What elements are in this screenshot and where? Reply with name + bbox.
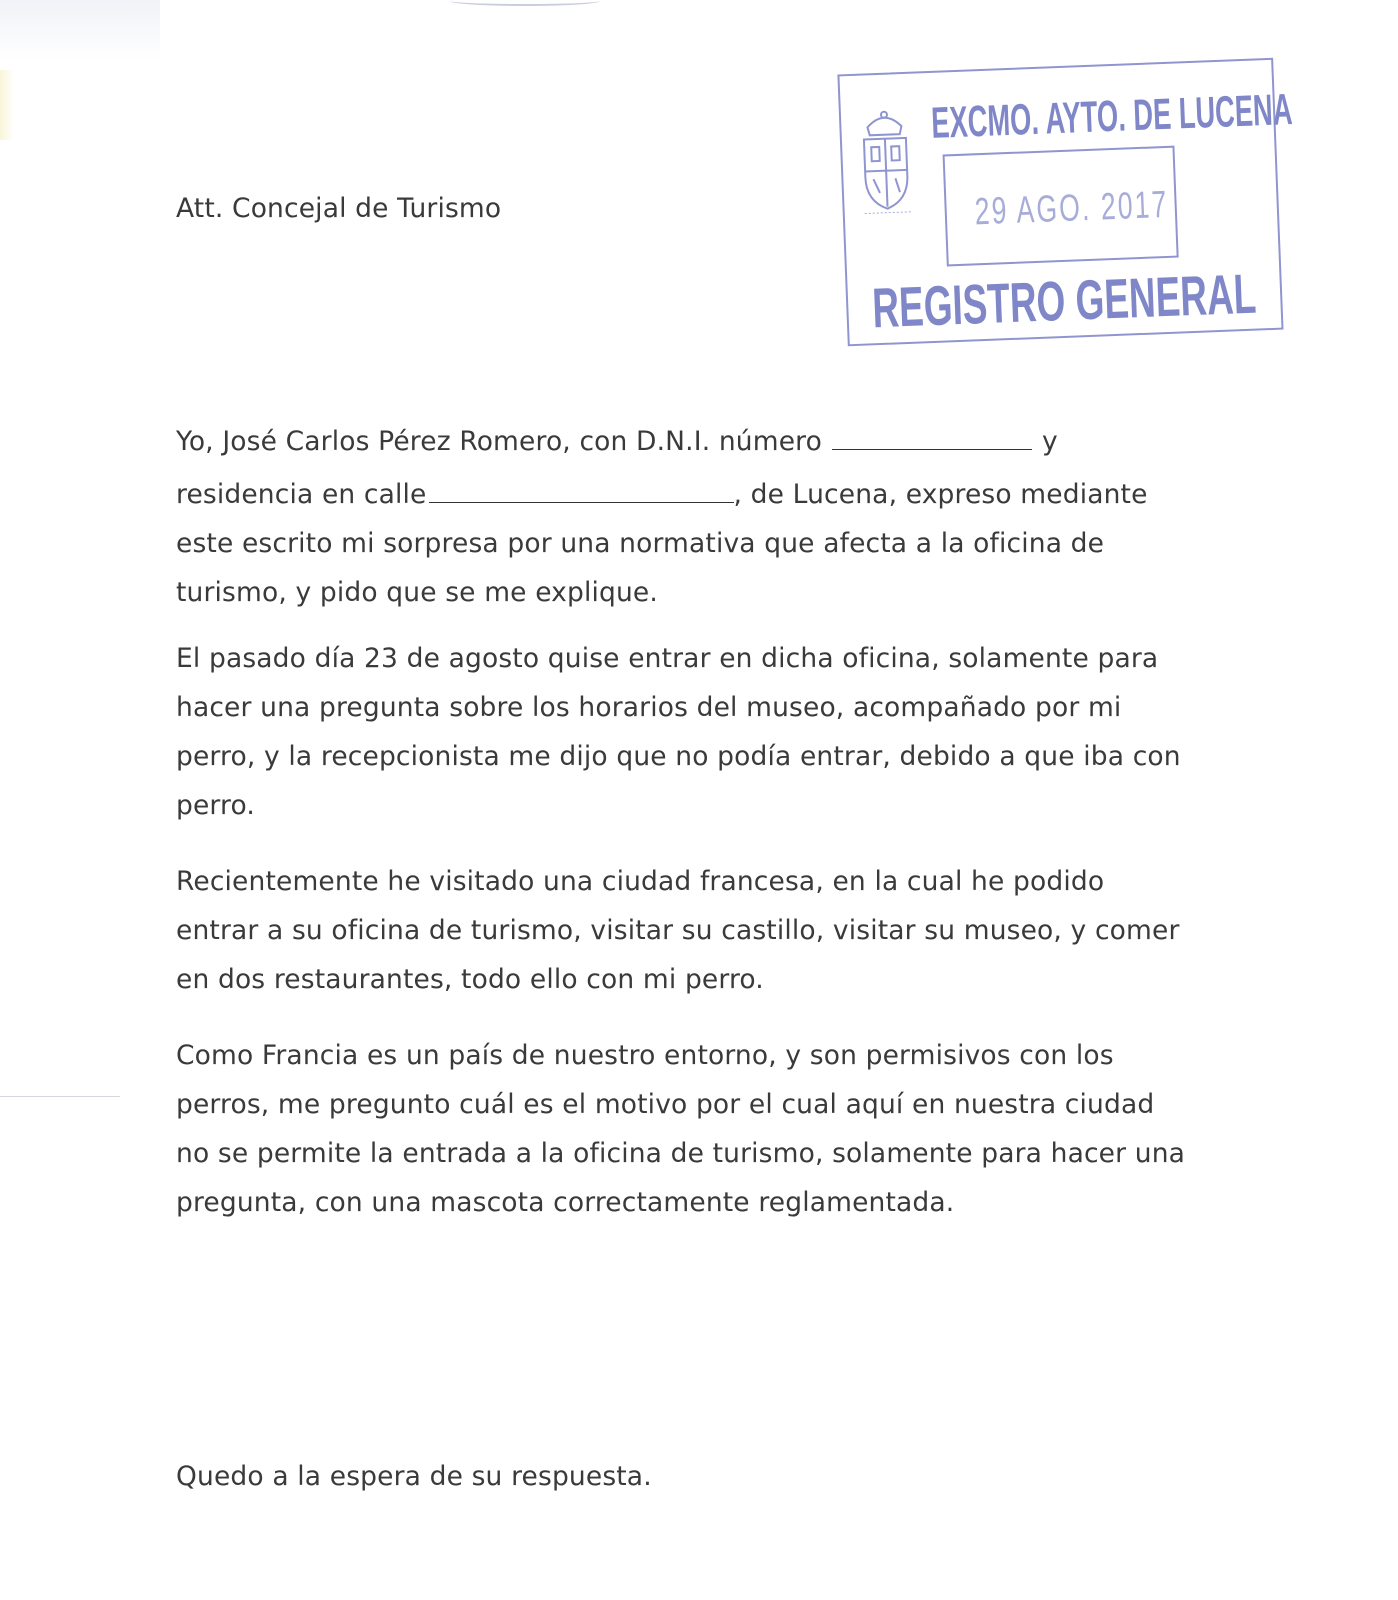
registry-stamp xyxy=(836,32,1294,349)
coat-of-arms-icon xyxy=(853,104,919,218)
text-line: no se permite la entrada a la oficina de turismo, solamente para hacer una xyxy=(176,1138,1186,1169)
text-line: Como Francia es un país de nuestro entorno, y son permisivos con los xyxy=(176,1040,1114,1071)
text-segment: Yo, José Carlos Pérez Romero, con D.N.I. número xyxy=(176,426,822,457)
text-line xyxy=(176,466,1148,519)
dni-redacted-blank xyxy=(832,413,1032,450)
stamp-footer: REGISTRO GENERAL xyxy=(871,261,1258,340)
stamp-header: EXCMO. AYTO. DE LUCENA xyxy=(930,85,1294,148)
text-line: entrar a su oficina de turismo, visitar su castillo, visitar su museo, y comer xyxy=(176,915,1180,946)
paragraph-question xyxy=(176,1031,1185,1227)
paragraph-france-visit xyxy=(176,857,1180,1004)
text-line: perros, me pregunto cuál es el motivo por el cual aquí en nuestra ciudad xyxy=(176,1089,1155,1120)
paragraph-incident xyxy=(176,634,1181,830)
scan-artifact xyxy=(0,1096,120,1097)
text-line: en dos restaurantes, todo ello con mi perro. xyxy=(176,964,764,995)
text-line: El pasado día 23 de agosto quise entrar en dicha oficina, solamente para xyxy=(176,643,1159,674)
scan-artifact xyxy=(0,0,160,60)
text-line: perro, y la recepcionista me dijo que no podía entrar, debido a que iba con xyxy=(176,741,1181,772)
text-line: hacer una pregunta sobre los horarios del museo, acompañado por mi xyxy=(176,692,1122,723)
text-segment: , de Lucena, expreso mediante xyxy=(733,479,1148,510)
scan-artifact xyxy=(450,0,600,6)
scan-artifact xyxy=(0,70,14,140)
street-redacted-blank xyxy=(429,466,734,503)
stamp-date: 29 AGO. 2017 xyxy=(973,183,1170,234)
closing-line: Quedo a la espera de su respuesta. xyxy=(176,1461,652,1492)
text-line: Recientemente he visitado una ciudad francesa, en la cual he podido xyxy=(176,866,1105,897)
text-segment: residencia en calle xyxy=(176,479,427,510)
text-line: pregunta, con una mascota correctamente reglamentada. xyxy=(176,1187,955,1218)
paragraph-intro xyxy=(176,413,1148,617)
text-line xyxy=(176,413,1148,466)
text-line: turismo, y pido que se me explique. xyxy=(176,577,658,608)
recipient-line: Att. Concejal de Turismo xyxy=(176,193,502,224)
text-line: este escrito mi sorpresa por una normativa que afecta a la oficina de xyxy=(176,528,1105,559)
text-line: perro. xyxy=(176,790,255,821)
text-segment: y xyxy=(1041,426,1058,457)
